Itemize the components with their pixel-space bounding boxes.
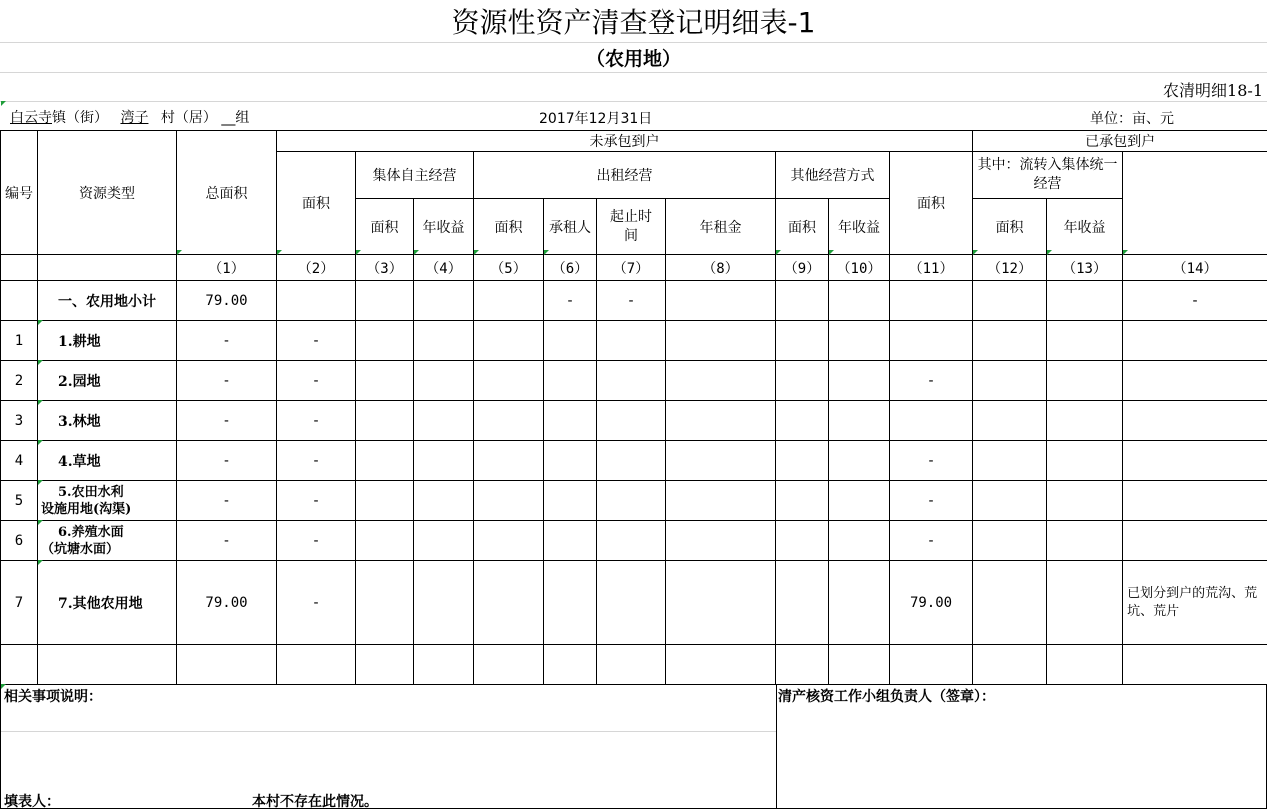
table-row xyxy=(1,441,1267,481)
row-no: 5 xyxy=(1,481,38,521)
cell xyxy=(474,281,544,321)
col-number: （2） xyxy=(277,255,356,281)
cell xyxy=(776,521,829,561)
cell xyxy=(1047,321,1123,361)
divider xyxy=(1,731,776,732)
cell xyxy=(666,401,776,441)
cell-comment-marker-icon xyxy=(1047,250,1052,255)
cell xyxy=(776,561,829,645)
cell xyxy=(544,561,597,645)
cell xyxy=(829,321,890,361)
cell xyxy=(356,281,414,321)
row-no: 7 xyxy=(1,561,38,645)
cell-comment-marker-icon xyxy=(38,520,43,525)
cell xyxy=(829,401,890,441)
cell-comment-marker-icon xyxy=(177,250,182,255)
leader-signature-label: 清产核资工作小组负责人（签章）： xyxy=(778,686,995,706)
cell xyxy=(1047,401,1123,441)
row-type: 一、农用地小计 xyxy=(38,281,177,321)
cell xyxy=(474,521,544,561)
cell xyxy=(829,521,890,561)
header-self-income: 年收益 xyxy=(414,199,474,255)
cell: - xyxy=(177,481,277,521)
cell-comment-marker-icon xyxy=(1,101,6,106)
location-line xyxy=(10,107,249,127)
report-date: 2017年12月31日 xyxy=(539,108,652,128)
cell: 79.00 xyxy=(177,561,277,645)
cell: 79.00 xyxy=(890,561,973,645)
related-notes-label: 相关事项说明： xyxy=(4,686,102,706)
cell xyxy=(890,401,973,441)
col-number: （13） xyxy=(1047,255,1123,281)
cell xyxy=(356,481,414,521)
header-contracted-area: 面积 xyxy=(890,152,973,255)
row-type: 1.耕地 xyxy=(38,321,177,361)
cell xyxy=(829,441,890,481)
header-no: 编号 xyxy=(1,131,38,255)
row-type-line: 5.农田水利 xyxy=(41,484,176,501)
cell xyxy=(414,441,474,481)
cell xyxy=(829,561,890,645)
col-number: （6） xyxy=(544,255,597,281)
table-row xyxy=(1,401,1267,441)
header-transfer-collective: 其中：流转入集体统一经营 xyxy=(973,152,1123,199)
cell xyxy=(1047,361,1123,401)
cell xyxy=(597,361,666,401)
cell xyxy=(1047,521,1123,561)
cell: 79.00 xyxy=(177,281,277,321)
cell xyxy=(776,401,829,441)
cell xyxy=(544,441,597,481)
header-other-income: 年收益 xyxy=(829,199,890,255)
header-annual-rent: 年租金 xyxy=(666,199,776,255)
cell xyxy=(597,401,666,441)
header-lessee: 承租人 xyxy=(544,199,597,255)
cell xyxy=(1047,481,1123,521)
row-no xyxy=(1,281,38,321)
cell: - xyxy=(177,521,277,561)
cell-comment-marker-icon xyxy=(776,250,781,255)
cell: - xyxy=(177,401,277,441)
row-type: 7.其他农用地 xyxy=(38,561,177,645)
page-title: 资源性资产清查登记明细表-1 xyxy=(0,0,1267,42)
cell xyxy=(776,481,829,521)
col-number: （11） xyxy=(890,255,973,281)
table-row xyxy=(1,361,1267,401)
col-number: （10） xyxy=(829,255,890,281)
village-suffix: 村（居） xyxy=(161,110,217,126)
row-type: 4.草地 xyxy=(38,441,177,481)
cell-comment-marker-icon xyxy=(474,250,479,255)
cell xyxy=(597,521,666,561)
cell-comment-marker-icon xyxy=(544,250,549,255)
row-type xyxy=(38,481,177,521)
cell xyxy=(597,481,666,521)
cell xyxy=(776,441,829,481)
cell xyxy=(666,281,776,321)
cell xyxy=(414,401,474,441)
cell xyxy=(890,281,973,321)
cell xyxy=(474,441,544,481)
cell xyxy=(973,321,1047,361)
header-other-mode: 其他经营方式 xyxy=(776,152,890,199)
cell xyxy=(414,521,474,561)
row-no: 2 xyxy=(1,361,38,401)
row-remark xyxy=(1123,441,1267,481)
col-number: （3） xyxy=(356,255,414,281)
asset-table xyxy=(0,130,1267,685)
cell xyxy=(776,281,829,321)
row-remark xyxy=(1123,321,1267,361)
cell: - xyxy=(597,281,666,321)
cell xyxy=(414,321,474,361)
cell xyxy=(414,481,474,521)
row-type-line: （坑塘水面） xyxy=(41,541,176,558)
cell: - xyxy=(177,441,277,481)
cell xyxy=(666,441,776,481)
cell xyxy=(973,401,1047,441)
divider xyxy=(0,72,1267,73)
cell xyxy=(829,281,890,321)
note-text: 本村不存在此情况。 xyxy=(252,791,378,811)
col-number: （5） xyxy=(474,255,544,281)
row-remark: - xyxy=(1123,281,1267,321)
page-subtitle: （农用地） xyxy=(0,42,1267,72)
table-row xyxy=(1,561,1267,645)
cell xyxy=(544,521,597,561)
cell xyxy=(356,401,414,441)
cell xyxy=(597,321,666,361)
notes-section xyxy=(0,684,777,809)
row-no: 1 xyxy=(1,321,38,361)
blank-cell xyxy=(1,255,38,281)
cell: - xyxy=(890,361,973,401)
header-self-area: 面积 xyxy=(356,199,414,255)
col-number: （4） xyxy=(414,255,474,281)
col-number: （1） xyxy=(177,255,277,281)
cell xyxy=(356,561,414,645)
group-blank: __ xyxy=(221,110,235,126)
cell: - xyxy=(277,321,356,361)
cell xyxy=(666,561,776,645)
row-remark xyxy=(1123,401,1267,441)
footer xyxy=(0,684,1267,809)
cell-comment-marker-icon xyxy=(1123,250,1128,255)
header-transfer-income: 年收益 xyxy=(1047,199,1123,255)
cell xyxy=(544,481,597,521)
cell-comment-marker-icon xyxy=(414,250,419,255)
cell xyxy=(1047,561,1123,645)
header-contracted: 已承包到户 xyxy=(973,131,1267,152)
cell: - xyxy=(890,481,973,521)
col-number: （8） xyxy=(666,255,776,281)
header-start-end-time: 起止时间 xyxy=(597,199,666,255)
town-name: 白云寺 xyxy=(10,110,52,126)
unit-label: 单位：亩、元 xyxy=(1090,108,1174,128)
cell xyxy=(474,401,544,441)
cell: - xyxy=(277,521,356,561)
cell xyxy=(544,401,597,441)
cell xyxy=(414,361,474,401)
cell xyxy=(973,561,1047,645)
header-uncontracted: 未承包到户 xyxy=(277,131,973,152)
cell-comment-marker-icon xyxy=(829,250,834,255)
cell xyxy=(356,321,414,361)
row-type: 2.园地 xyxy=(38,361,177,401)
row-no: 4 xyxy=(1,441,38,481)
row-type-line: 6.养殖水面 xyxy=(41,524,176,541)
header-self-managed: 集体自主经营 xyxy=(356,152,474,199)
cell: - xyxy=(277,361,356,401)
signature-section xyxy=(775,684,1267,809)
cell: - xyxy=(277,441,356,481)
row-type xyxy=(38,521,177,561)
cell: - xyxy=(544,281,597,321)
col-number: （12） xyxy=(973,255,1047,281)
cell xyxy=(474,361,544,401)
cell xyxy=(973,281,1047,321)
table-row xyxy=(1,521,1267,561)
cell xyxy=(414,281,474,321)
cell xyxy=(776,361,829,401)
cell xyxy=(666,361,776,401)
header-uncontracted-area: 面积 xyxy=(277,152,356,255)
table-row xyxy=(1,281,1267,321)
row-no: 6 xyxy=(1,521,38,561)
cell xyxy=(474,561,544,645)
cell xyxy=(973,481,1047,521)
cell: - xyxy=(277,481,356,521)
divider xyxy=(0,101,1267,102)
cell xyxy=(474,321,544,361)
cell-comment-marker-icon xyxy=(973,250,978,255)
cell: - xyxy=(177,321,277,361)
col-number: （7） xyxy=(597,255,666,281)
cell: - xyxy=(277,561,356,645)
cell xyxy=(597,561,666,645)
cell xyxy=(356,521,414,561)
cell xyxy=(414,561,474,645)
cell: - xyxy=(177,361,277,401)
cell xyxy=(356,361,414,401)
header-total-area: 总面积 xyxy=(177,131,277,255)
row-type-line: 设施用地(沟渠) xyxy=(41,501,176,518)
column-number-row xyxy=(1,255,1267,281)
cell xyxy=(666,521,776,561)
blank-cell xyxy=(38,255,177,281)
row-remark xyxy=(1123,481,1267,521)
header-rental-area: 面积 xyxy=(474,199,544,255)
table-row xyxy=(1,321,1267,361)
cell-comment-marker-icon xyxy=(38,320,43,325)
row-remark xyxy=(1123,361,1267,401)
cell: - xyxy=(890,521,973,561)
col-number: （14） xyxy=(1123,255,1267,281)
col-number: （9） xyxy=(776,255,829,281)
cell-comment-marker-icon xyxy=(38,440,43,445)
cell xyxy=(666,481,776,521)
cell xyxy=(597,441,666,481)
row-no: 3 xyxy=(1,401,38,441)
cell-comment-marker-icon xyxy=(38,360,43,365)
cell-comment-marker-icon xyxy=(38,560,43,565)
cell xyxy=(973,521,1047,561)
cell xyxy=(356,441,414,481)
town-suffix: 镇（街） xyxy=(52,110,108,126)
row-remark: 已划分到户的荒沟、荒坑、荒片 xyxy=(1123,561,1267,645)
cell xyxy=(544,361,597,401)
cell xyxy=(829,361,890,401)
header-rental: 出租经营 xyxy=(474,152,776,199)
header-type: 资源类型 xyxy=(38,131,177,255)
cell-comment-marker-icon xyxy=(356,250,361,255)
cell xyxy=(474,481,544,521)
preparer-label: 填表人： xyxy=(4,791,60,811)
group-suffix: 组 xyxy=(235,110,249,126)
cell xyxy=(829,481,890,521)
cell-comment-marker-icon xyxy=(38,480,43,485)
row-type: 3.林地 xyxy=(38,401,177,441)
cell xyxy=(973,441,1047,481)
village-name: 湾子 xyxy=(112,110,156,126)
table-row xyxy=(1,481,1267,521)
cell-comment-marker-icon xyxy=(38,400,43,405)
cell xyxy=(544,321,597,361)
header-transfer-area: 面积 xyxy=(973,199,1047,255)
cell xyxy=(890,321,973,361)
cell xyxy=(666,321,776,361)
cell xyxy=(776,321,829,361)
form-code: 农清明细18-1 xyxy=(1163,78,1263,101)
cell: - xyxy=(890,441,973,481)
cell xyxy=(277,281,356,321)
cell xyxy=(973,361,1047,401)
cell-comment-marker-icon xyxy=(1,684,6,689)
empty-row xyxy=(1,645,1267,685)
cell xyxy=(1047,281,1123,321)
header-other-area: 面积 xyxy=(776,199,829,255)
cell xyxy=(1047,441,1123,481)
row-remark xyxy=(1123,521,1267,561)
cell: - xyxy=(277,401,356,441)
cell-comment-marker-icon xyxy=(277,250,282,255)
